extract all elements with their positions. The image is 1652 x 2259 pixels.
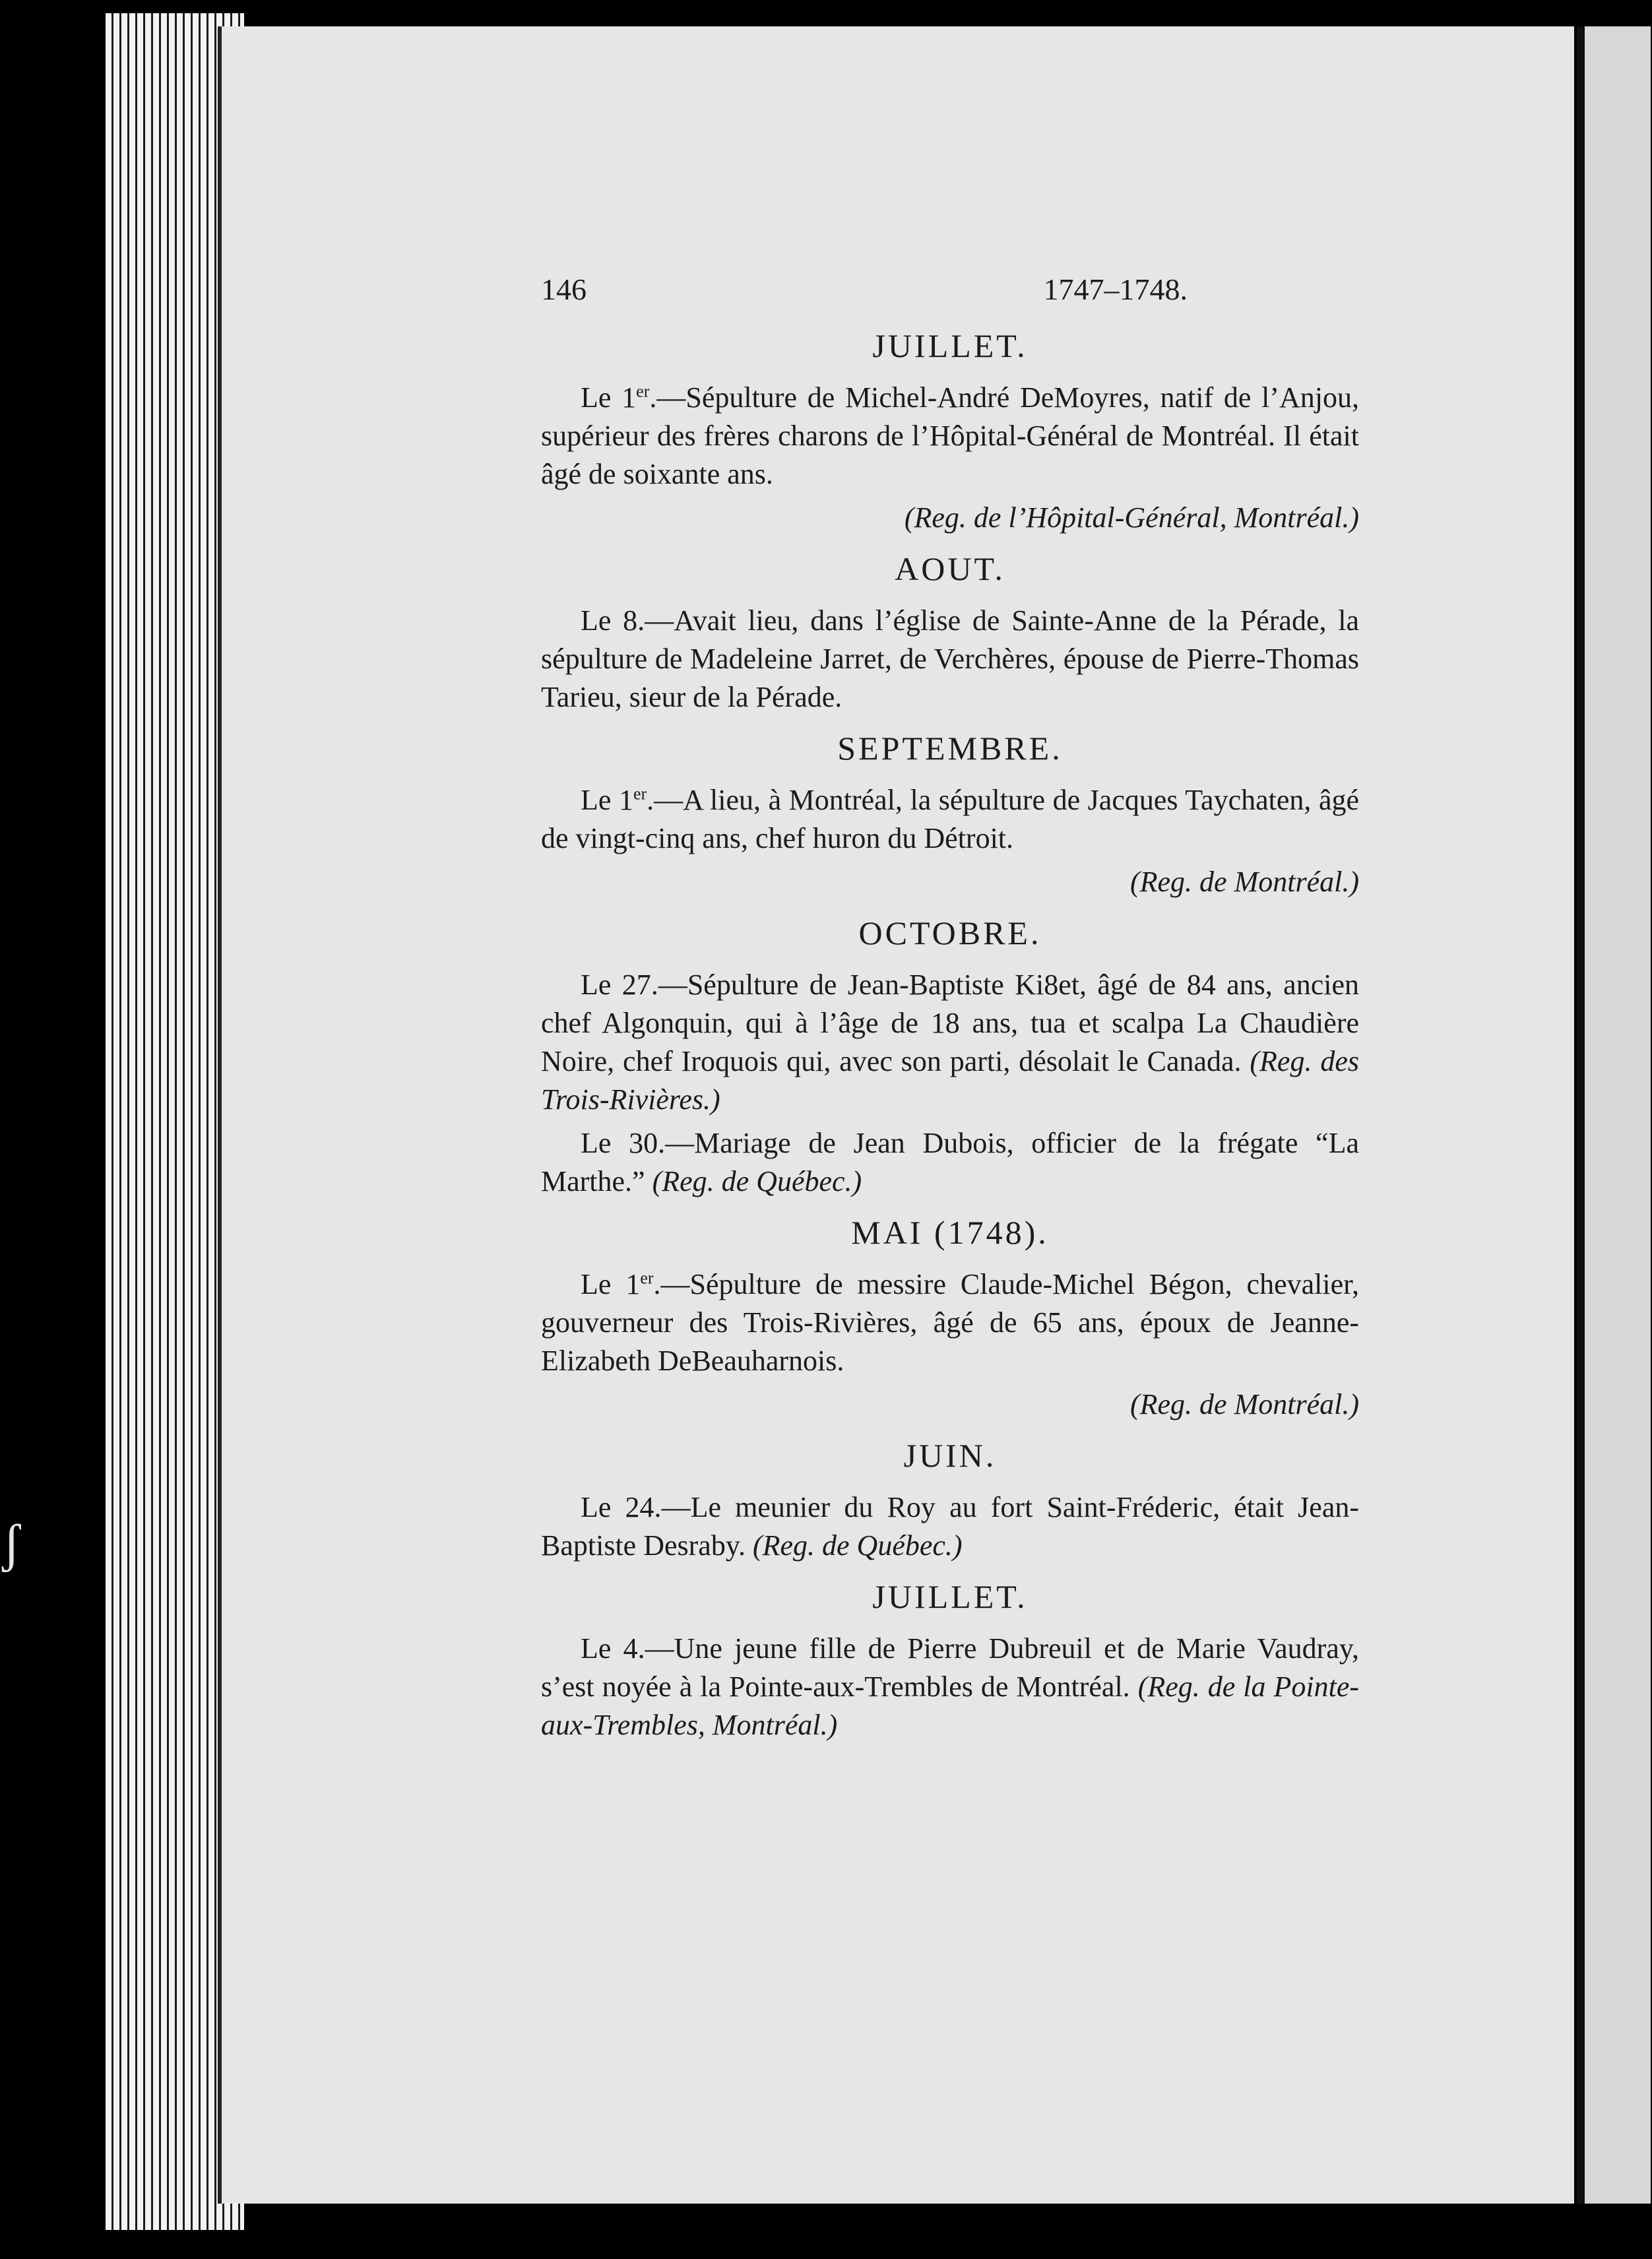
- entry-date: Le 30.: [581, 1127, 666, 1159]
- register-entry: [541, 602, 1359, 716]
- register-entry: [541, 781, 1359, 858]
- ordinal-suffix: er: [633, 784, 647, 804]
- facing-page-edge: [1577, 26, 1651, 2204]
- entry-date: Le 1: [581, 1268, 641, 1300]
- entry-text: .—Sépulture de messire Claude-Michel Bégon, chevalier, gouverneur des Trois-Rivières, âgé de 65 ans, époux de Jeanne-Elizabeth DeBeauharnois.: [541, 1268, 1359, 1377]
- running-head: [541, 270, 1359, 309]
- running-head-years: 1747–1748.: [1043, 272, 1188, 306]
- register-entry: [541, 1124, 1359, 1201]
- register-entry: [541, 1488, 1359, 1565]
- register-reference: (Reg. de Québec.): [752, 1529, 963, 1562]
- register-reference: (Reg. de Montréal.): [1130, 866, 1359, 898]
- register-entry: [541, 1265, 1359, 1380]
- section-title: JUILLET.: [872, 1578, 1028, 1615]
- entry-date: Le 4.: [581, 1632, 645, 1665]
- entry-text: —Mariage de Jean Dubois, officier de la frégate “La Marthe.”: [541, 1127, 1359, 1197]
- page-text: [541, 270, 1359, 1750]
- entry-date: Le 27.: [581, 969, 658, 1001]
- entry-text: —Avait lieu, dans l’église de Sainte-Anne de la Pérade, la sépulture de Madeleine Jarret, de Verchères, épouse de Pierre-Thomas Tarieu, sieur de la Pérade.: [541, 604, 1360, 713]
- entry-text: —Sépulture de Jean-Baptiste Ki8et, âgé de 84 ans, ancien chef Algonquin, qui à l’âge de 18 ans, tua et scalpa La Chaudière Noire, chef Iroquois qui, avec son parti, désolait le Canada.: [541, 969, 1359, 1077]
- entry-text: .—A lieu, à Montréal, la sépulture de Jacques Taychaten, âgé de vingt-cinq ans, chef huron du Détroit.: [541, 784, 1359, 854]
- register-reference: (Reg. de l’Hôpital-Général, Montréal.): [904, 501, 1359, 534]
- section-title: SEPTEMBRE.: [837, 730, 1063, 767]
- section-title: OCTOBRE.: [858, 914, 1042, 951]
- ordinal-suffix: er: [636, 381, 650, 401]
- entry-text: —Une jeune fille de Pierre Dubreuil et de Marie Vaudray, s’est noyée à la Pointe-aux-Trembles de Montréal.: [541, 1632, 1359, 1703]
- register-reference: (Reg. de la Pointe-aux-Trembles, Montréal.): [541, 1670, 1359, 1741]
- section-title: JUIN.: [903, 1437, 997, 1474]
- register-entry: [541, 379, 1359, 493]
- section-title: AOUT.: [895, 550, 1005, 587]
- section-title: MAI (1748).: [851, 1214, 1049, 1251]
- sections: [541, 325, 1359, 1744]
- register-reference: (Reg. des Trois-Rivières.): [541, 1045, 1359, 1116]
- entry-date: Le 1: [581, 784, 633, 816]
- page-number: 146: [541, 272, 587, 306]
- register-entry: [541, 1630, 1359, 1744]
- entry-date: Le 8.: [581, 604, 645, 637]
- entry-text: —Le meunier du Roy au fort Saint-Fréderic, était Jean-Baptiste Desraby.: [541, 1491, 1359, 1562]
- ordinal-suffix: er: [640, 1268, 654, 1288]
- entry-date: Le 1: [581, 381, 637, 414]
- margin-mark: ʃ: [3, 1515, 20, 1573]
- entry-date: Le 24.: [581, 1491, 662, 1523]
- register-reference: (Reg. de Québec.): [652, 1165, 862, 1197]
- section-title: JUILLET.: [872, 327, 1028, 364]
- register-entry: [541, 966, 1359, 1119]
- register-reference: (Reg. de Montréal.): [1130, 1388, 1359, 1420]
- entry-text: .—Sépulture de Michel-André DeMoyres, natif de l’Anjou, supérieur des frères charons de l’Hôpital-Général de Montréal. Il était âgé de soixante ans.: [541, 381, 1360, 490]
